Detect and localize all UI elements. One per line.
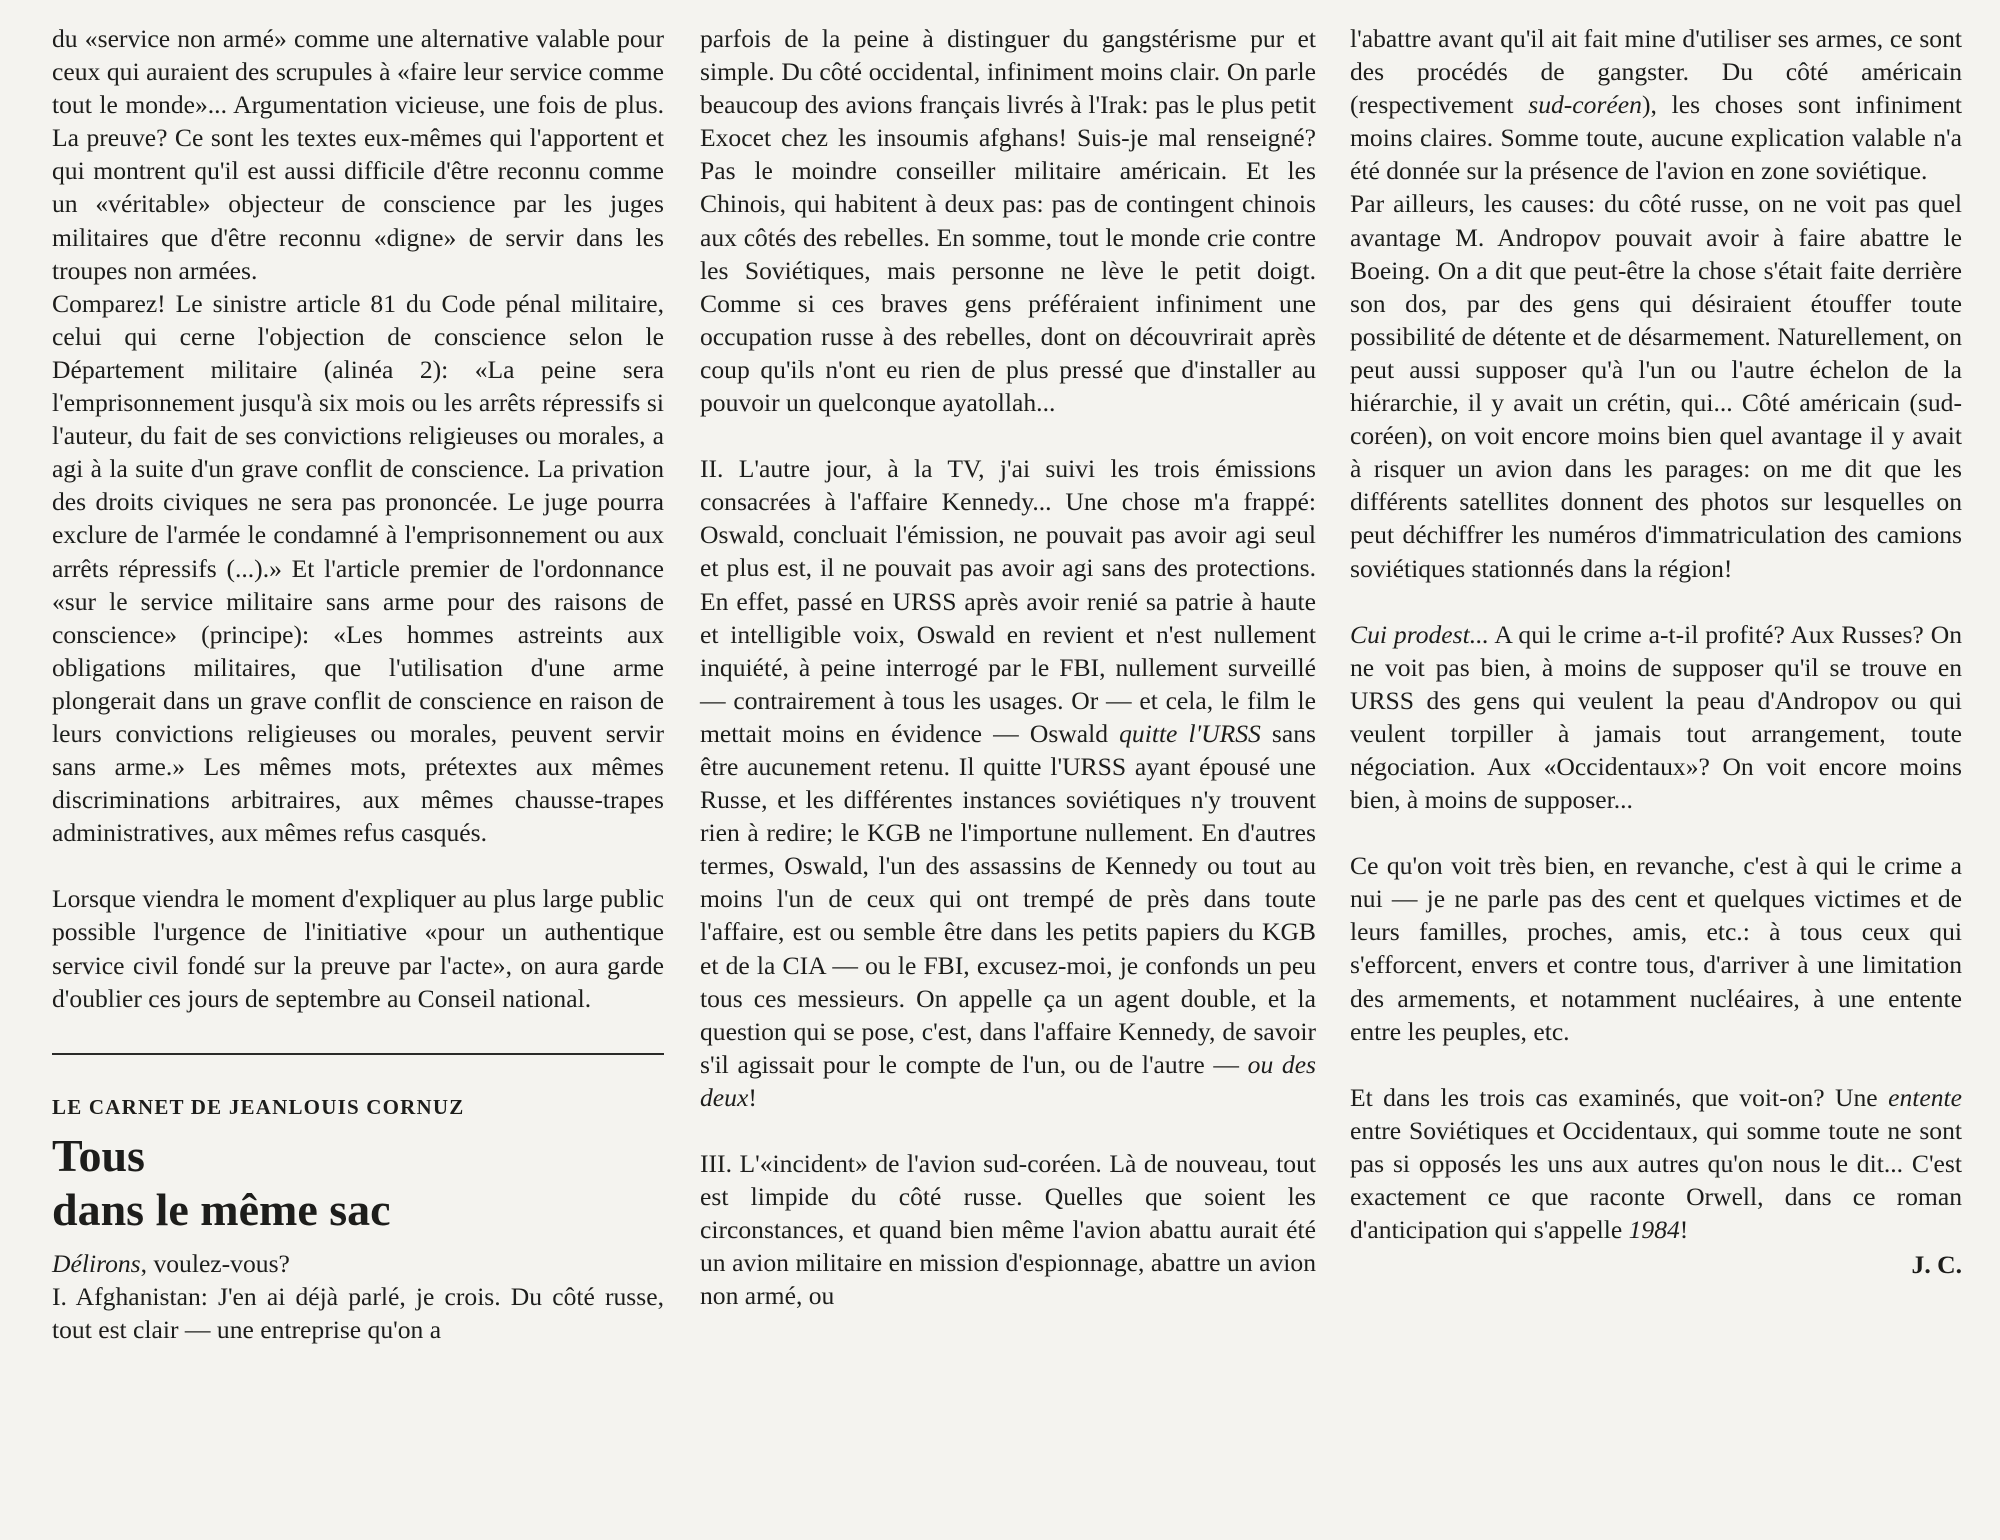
text-emphasis: 1984 bbox=[1628, 1215, 1680, 1245]
text-emphasis: Cui prodest... bbox=[1350, 619, 1489, 649]
column-middle bbox=[700, 22, 1316, 1312]
article-intro bbox=[52, 1247, 664, 1280]
text-run: ! bbox=[748, 1082, 757, 1112]
text-run: A qui le crime a-t-il profité? Aux Russes? On ne voit pas bien, à moins de supposer qu'il se trouve en URSS des gens qui veulent la peau d'Andropov ou qui veulent torpiller à jamais tout arrangement, toute négociation. Aux «Occidentaux»? On voit encore moins bien, à moins de supposer... bbox=[1350, 619, 1962, 815]
column-right bbox=[1350, 22, 1962, 1281]
column-kicker: LE CARNET DE JEANLOUIS CORNUZ bbox=[52, 1094, 465, 1119]
paragraph: Ce qu'on voit très bien, en revanche, c'est à qui le crime a nui — je ne parle pas des cent et quelques victimes et de leurs familles, proches, amis, etc.: à tous ceux qui s'efforcent, envers et contre tous, d'arriver à une limitation des armements, et notamment nucléaires, à une entente entre les peuples, etc. bbox=[1350, 851, 1962, 1046]
paragraph: III. L'«incident» de l'avion sud-coréen. Là de nouveau, tout est limpide du côté russe. Quelles que soient les circonstances, et quand bien même l'avion abattu aurait été un avion militaire en mission d'espionnage, abattre un avion non armé, ou bbox=[700, 1149, 1316, 1311]
column-left bbox=[52, 22, 664, 1346]
paragraph bbox=[1350, 1081, 1962, 1246]
text-emphasis: entente bbox=[1888, 1082, 1962, 1112]
paragraph: I. Afghanistan: J'en ai déjà parlé, je crois. Du côté russe, tout est clair — une entreprise qu'on a bbox=[52, 1281, 664, 1344]
paragraph: parfois de la peine à distinguer du gangstérisme pur et simple. Du côté occidental, infiniment moins clair. On parle beaucoup des avions français livrés à l'Irak: pas le plus petit Exocet chez les insoumis afghans! Suis-je mal renseigné? Pas le moindre conseiller militaire américain. Et les Chinois, qui habitent à deux pas: pas de contingent chinois aux côtés des rebelles. En somme, tout le monde crie contre les Soviétiques, mais personne ne lève le petit doigt. Comme si ces braves gens préféraient infiniment une occupation russe à des rebelles, dont on découvrirait après coup qu'ils n'ont eu rien de plus pressé que d'installer au pouvoir un quelconque ayatollah... bbox=[700, 24, 1316, 418]
paragraph: Par ailleurs, les causes: du côté russe, on ne voit pas quel avantage M. Andropov pouvait avoir à faire abattre le Boeing. On a dit que peut-être la chose s'était faite derrière son dos, par des gens qui désiraient étouffer toute possibilité de détente et de désarmement. Naturellement, on peut aussi supposer qu'à l'un ou l'autre échelon de la hiérarchie, il y avait un crétin, qui... Côté américain (sud-coréen), on voit encore moins bien quel avantage il y avait à risquer un avion dans les parages: on me dit que les différents satellites donnent des photos sur lesquelles on peut déchiffrer les numéros d'immatriculation des camions soviétiques stationnés dans la région! bbox=[1350, 189, 1962, 583]
section-divider bbox=[52, 1053, 664, 1055]
text-emphasis: ou des deux bbox=[700, 1049, 1317, 1112]
article-headline bbox=[52, 1129, 664, 1237]
text-run: entre Soviétiques et Occidentaux, qui somme toute ne sont pas si opposés les uns aux autres qu'on nous le dit... C'est exactement ce que raconte Orwell, dans ce roman d'anticipation qui s'appelle bbox=[1350, 1115, 1962, 1245]
text-run: Et dans les trois cas examinés, que voit-on? Une bbox=[1350, 1082, 1889, 1112]
paragraph bbox=[1350, 618, 1962, 817]
text-emphasis: sud-coréen bbox=[1528, 90, 1642, 120]
text-run: ! bbox=[1679, 1215, 1689, 1245]
text-emphasis: quitte l'URSS bbox=[1119, 718, 1261, 748]
text-run: II. L'autre jour, à la TV, j'ai suivi les trois émissions consacrées à l'affaire Kennedy... Une chose m'a frappé: Oswald, concluait l'émission, ne pouvait pas avoir agi seul et plus est, il ne pouvait pas avoir agi sans des protections. En effet, passé en URSS après avoir renié sa patrie à haute et intelligible voix, Oswald en revient et n'est nullement inquiété, à peine interrogé par le FBI, nullement surveillé — contrairement à tous les usages. Or — et cela, le film le mettait moins en évidence — Oswald bbox=[700, 454, 1316, 748]
text-run: sans être aucunement retenu. Il quitte l'URSS ayant épousé une Russe, et les différentes instances soviétiques n'y trouvent rien à redire; le KGB ne l'importune nullement. En d'autres termes, Oswald, l'un des assassins de Kennedy ou tout au moins l'un de ceux qui ont trempé de près dans toute l'affaire, est ou semble être dans les petits papiers du KGB et de la CIA — ou le FBI, excusez-moi, je confonds un peu tous ces messieurs. On appelle ça un agent double, et la question qui se pose, c'est, dans l'affaire Kennedy, de savoir s'il agissait pour le compte de l'un, ou de l'autre — bbox=[700, 718, 1316, 1079]
intro-text: , voulez-vous? bbox=[140, 1248, 290, 1278]
paragraph bbox=[700, 452, 1316, 1114]
intro-emphasis: Délirons bbox=[52, 1248, 141, 1278]
paragraph: Comparez! Le sinistre article 81 du Code pénal militaire, celui qui cerne l'objection de conscience selon le Département militaire (alinéa 2): «La peine sera l'emprisonnement jusqu'à six mois ou les arrêts répressifs si l'auteur, du fait de ses convictions religieuses ou morales, a agi à la suite d'un grave conflit de conscience. La privation des droits civiques ne sera pas prononcée. Le juge pourra exclure de l'armée le condamné à l'emprisonnement ou aux arrêts répressifs (...).» Et l'article premier de l'ordonnance «sur le service militaire sans arme pour des raisons de conscience» (principe): «Les hommes astreints aux obligations militaires, que l'utilisation d'une arme plongerait dans un grave conflit de conscience en raison de leurs convictions religieuses ou morales, peuvent servir sans arme.» Les mêmes mots, prétextes aux mêmes discriminations arbitraires, aux mêmes chausse-trapes administratives, aux mêmes refus casqués. bbox=[52, 288, 664, 848]
text-run: ), les choses sont infiniment moins claires. Somme toute, aucune explication valable n'a été donnée sur la présence de l'avion en zone soviétique. bbox=[1350, 90, 1962, 186]
headline-line: Tous bbox=[52, 1129, 145, 1181]
paragraph: du «service non armé» comme une alternative valable pour ceux qui auraient des scrupules à «faire leur service comme tout le monde»... Argumentation vicieuse, une fois de plus. La preuve? Ce sont les textes eux-mêmes qui l'apportent et qui montrent qu'il est aussi difficile d'être reconnu comme un «véritable» objecteur de conscience par les juges militaires que d'être reconnu «digne» de servir dans les troupes non armées. bbox=[52, 24, 664, 285]
paragraph bbox=[1350, 22, 1962, 187]
author-signature: J. C. bbox=[1911, 1250, 1962, 1280]
paragraph: Lorsque viendra le moment d'expliquer au plus large public possible l'urgence de l'initiative «pour un authentique service civil fondé sur la preuve par l'acte», on aura garde d'oublier ces jours de septembre au Conseil national. bbox=[52, 884, 664, 1013]
headline-line: dans le même sac bbox=[52, 1183, 391, 1235]
text-run: l'abattre avant qu'il ait fait mine d'utiliser ses armes, ce sont des procédés de gangster. Du côté américain (respectivement bbox=[1350, 24, 1962, 120]
